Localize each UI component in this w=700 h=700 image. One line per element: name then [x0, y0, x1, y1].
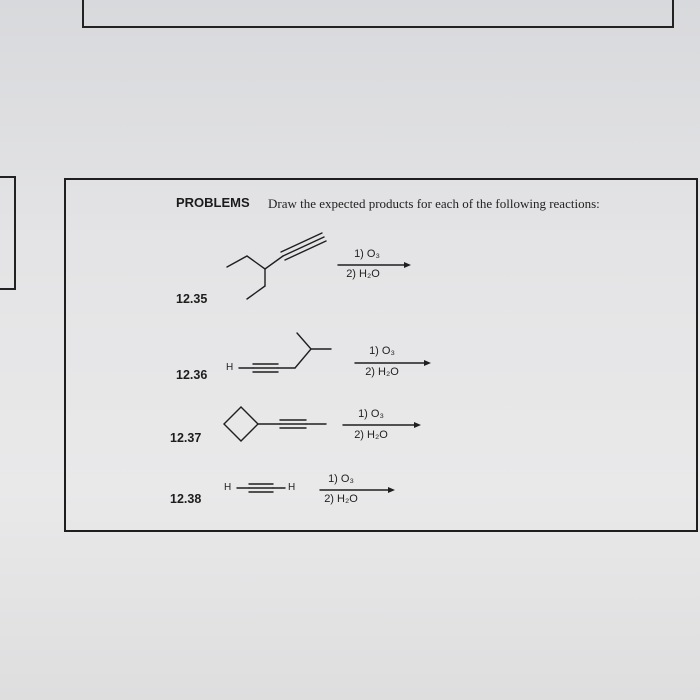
step1-12-35: 1) O₃ [354, 248, 380, 260]
step1-12-38: 1) O₃ [328, 473, 354, 485]
hydrogen-label-12-36: H [226, 362, 234, 373]
structure-12-35 [227, 233, 326, 299]
problem-number-12-37: 12.37 [170, 431, 202, 445]
hydrogen-label-right-12-38: H [288, 482, 296, 493]
problems-instructions: Draw the expected products for each of the following reactions: [268, 196, 600, 211]
problem-number-12-36: 12.36 [176, 368, 208, 382]
step2-12-37: 2) H₂O [354, 429, 388, 441]
structure-12-38 [237, 484, 285, 492]
step2-12-35: 2) H₂O [346, 268, 380, 280]
structure-12-37 [224, 407, 326, 441]
step2-12-36: 2) H₂O [365, 366, 399, 378]
step1-12-36: 1) O₃ [369, 345, 395, 357]
step1-12-37: 1) O₃ [358, 408, 384, 420]
step2-12-38: 2) H₂O [324, 493, 358, 505]
problem-number-12-35: 12.35 [176, 292, 208, 306]
hydrogen-label-left-12-38: H [224, 482, 232, 493]
problem-number-12-38: 12.38 [170, 492, 202, 506]
problems-heading: PROBLEMS [176, 195, 250, 210]
structure-12-36 [239, 333, 331, 372]
